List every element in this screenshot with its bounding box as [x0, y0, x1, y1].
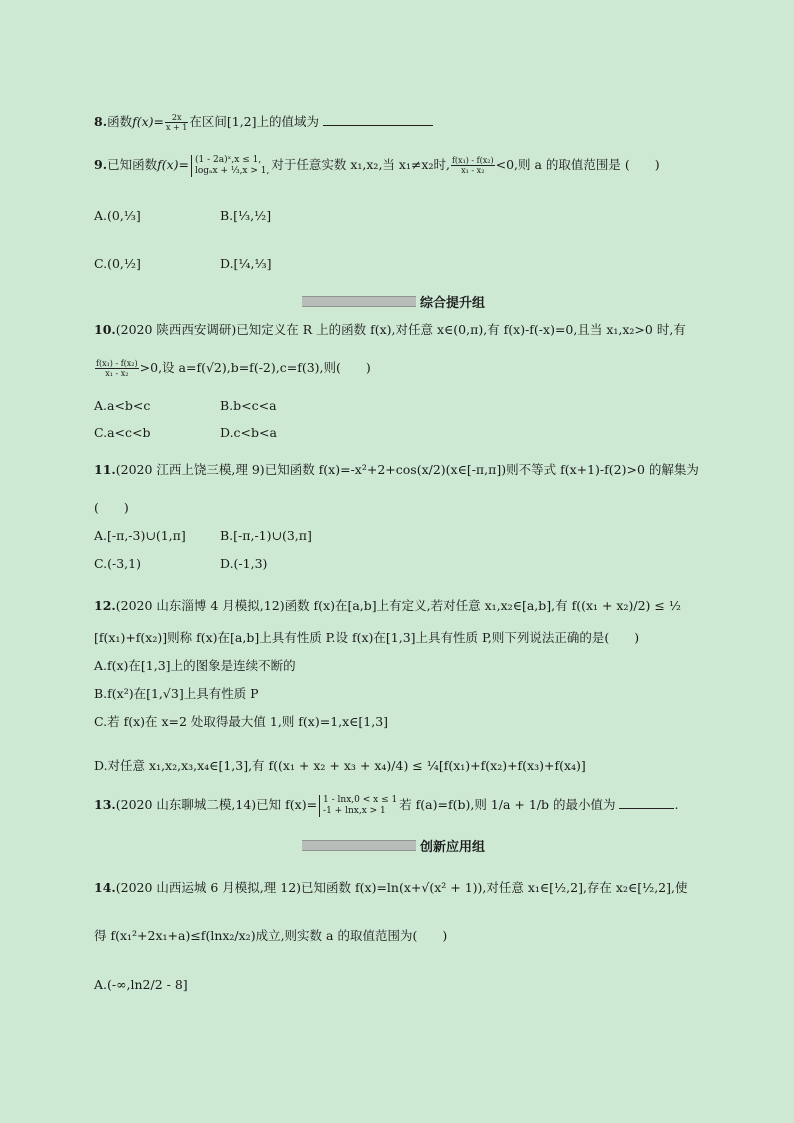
piecewise-brace [191, 155, 269, 177]
case-2: -1 + lnx,x > 1 [323, 805, 386, 816]
fraction [451, 156, 495, 175]
math-expression: f(x)= [157, 157, 189, 172]
option-c[interactable]: C.若 f(x)在 x=2 处取得最大值 1,则 f(x)=1,x∈[1,3] [94, 714, 389, 729]
denominator: x₁ - x₂ [461, 166, 485, 175]
option-a[interactable]: A.(-∞,ln2/2 - 8] [94, 977, 188, 992]
piecewise-brace [319, 795, 397, 817]
option-a[interactable]: A.f(x)在[1,3]上的图象是连续不断的 [94, 658, 296, 673]
question-14 [94, 878, 687, 898]
option-b[interactable]: B.[⅓,½] [220, 208, 272, 223]
question-number: 8. [94, 114, 108, 129]
numerator: f(x₁) - f(x₂) [451, 156, 494, 165]
question-14-cont: 得 f(x₁²+2x₁+a)≤f(lnx₂/x₂)成立,则实数 a 的取值范围为( ) [94, 928, 448, 943]
section-title: 综合提升组 [420, 295, 486, 311]
option-d[interactable]: D.c<b<a [220, 425, 277, 440]
option-a[interactable]: A.a<b<c [94, 398, 151, 413]
question-text: 函数 [107, 114, 133, 129]
question-8 [94, 112, 433, 132]
question-text: 已知函数 [107, 157, 158, 172]
question-number: 10. [94, 322, 116, 337]
question-text: 对于任意实数 x₁,x₂,当 x₁≠x₂时, [271, 157, 450, 172]
answer-blank[interactable] [323, 113, 433, 126]
option-c[interactable]: C.a<c<b [94, 425, 151, 440]
question-9 [94, 146, 660, 184]
option-d[interactable]: D.(-1,3) [220, 556, 268, 571]
option-d[interactable]: D.对任意 x₁,x₂,x₃,x₄∈[1,3],有 f((x₁ + x₂ + x₃ + x₄)/4) ≤ ¼[f(x₁)+f(x₂)+f(x₃)+f(x₄)] [94, 758, 586, 773]
question-number: 12. [94, 598, 116, 613]
option-b[interactable]: B.b<c<a [220, 398, 277, 413]
case-1: 1 - lnx,0 < x ≤ 1 [323, 794, 398, 805]
option-c[interactable]: C.(-3,1) [94, 556, 141, 571]
numerator: 2x [165, 113, 188, 123]
case-1: (1 - 2a)ˣ,x ≤ 1, [194, 154, 262, 165]
option-b[interactable]: B.[-π,-1)∪(3,π] [220, 528, 312, 543]
question-text: 在区间[1,2]上的值域为 [189, 114, 320, 129]
question-number: 13. [94, 797, 116, 812]
question-13: 13.(2020 山东聊城二模,14)已知 f(x)= 1 - lnx,0 < x ≤ 1 -1 + lnx,x > 1 若 f(a)=f(b),则 1/a + 1/b 的最小值为 . [94, 794, 679, 816]
question-text: (2020 山东聊城二模,14)已知 f(x)= [115, 797, 318, 812]
option-b[interactable]: B.f(x²)在[1,√3]上具有性质 P [94, 686, 259, 701]
option-a[interactable]: A.[-π,-3)∪(1,π] [94, 528, 186, 543]
question-text: <0,则 a 的取值范围是 ( ) [495, 157, 660, 172]
section-bar [302, 296, 416, 307]
numerator: f(x₁) - f(x₂) [96, 359, 138, 368]
option-a[interactable]: A.(0,⅓] [94, 208, 141, 223]
section-header [302, 836, 485, 854]
question-text: (2020 陕西西安调研)已知定义在 R 上的函数 f(x),对任意 x∈(0,π),有 f(x)-f(-x)=0,且当 x₁,x₂>0 时,有 [115, 322, 686, 337]
answer-blank[interactable] [619, 796, 674, 809]
option-c[interactable]: C.(0,½] [94, 256, 141, 271]
question-12-cont: [f(x₁)+f(x₂)]则称 f(x)在[a,b]上具有性质 P.设 f(x)在[1,3]上具有性质 P,则下列说法正确的是( ) [94, 630, 640, 645]
case-2: logₐx + ⅓,x > 1, [194, 165, 270, 176]
option-d[interactable]: D.[¼,⅓] [220, 256, 272, 271]
fraction [95, 359, 139, 378]
question-10-cont [94, 353, 371, 383]
question-number: 11. [94, 462, 116, 477]
question-10 [94, 320, 686, 340]
denominator: x + 1 [165, 123, 188, 132]
question-number: 9. [94, 157, 108, 172]
math-expression: f(x)= [132, 114, 164, 129]
question-text: (2020 山西运城 6 月模拟,理 12)已知函数 f(x)=ln(x+√(x² + 1)),对任意 x₁∈[½,2],存在 x₂∈[½,2],使 [115, 880, 688, 895]
section-bar [302, 840, 416, 851]
question-text: >0,设 a=f(√2),b=f(-2),c=f(3),则( ) [139, 360, 371, 375]
question-number: 14. [94, 880, 116, 895]
denominator: x₁ - x₂ [105, 369, 129, 378]
question-11 [94, 460, 699, 480]
question-text: (2020 山东淄博 4 月模拟,12)函数 f(x)在[a,b]上有定义,若对任意 x₁,x₂∈[a,b],有 f((x₁ + x₂)/2) ≤ ½ [115, 598, 681, 613]
question-11-cont: ( ) [94, 500, 129, 515]
section-header [302, 292, 485, 310]
fraction [165, 113, 188, 132]
question-text: 若 f(a)=f(b),则 1/a + 1/b 的最小值为 [399, 797, 616, 812]
question-12 [94, 596, 681, 616]
question-text: (2020 江西上饶三模,理 9)已知函数 f(x)=-x²+2+cos(x/2)(x∈[-π,π])则不等式 f(x+1)-f(2)>0 的解集为 [115, 462, 699, 477]
section-title: 创新应用组 [420, 839, 486, 855]
